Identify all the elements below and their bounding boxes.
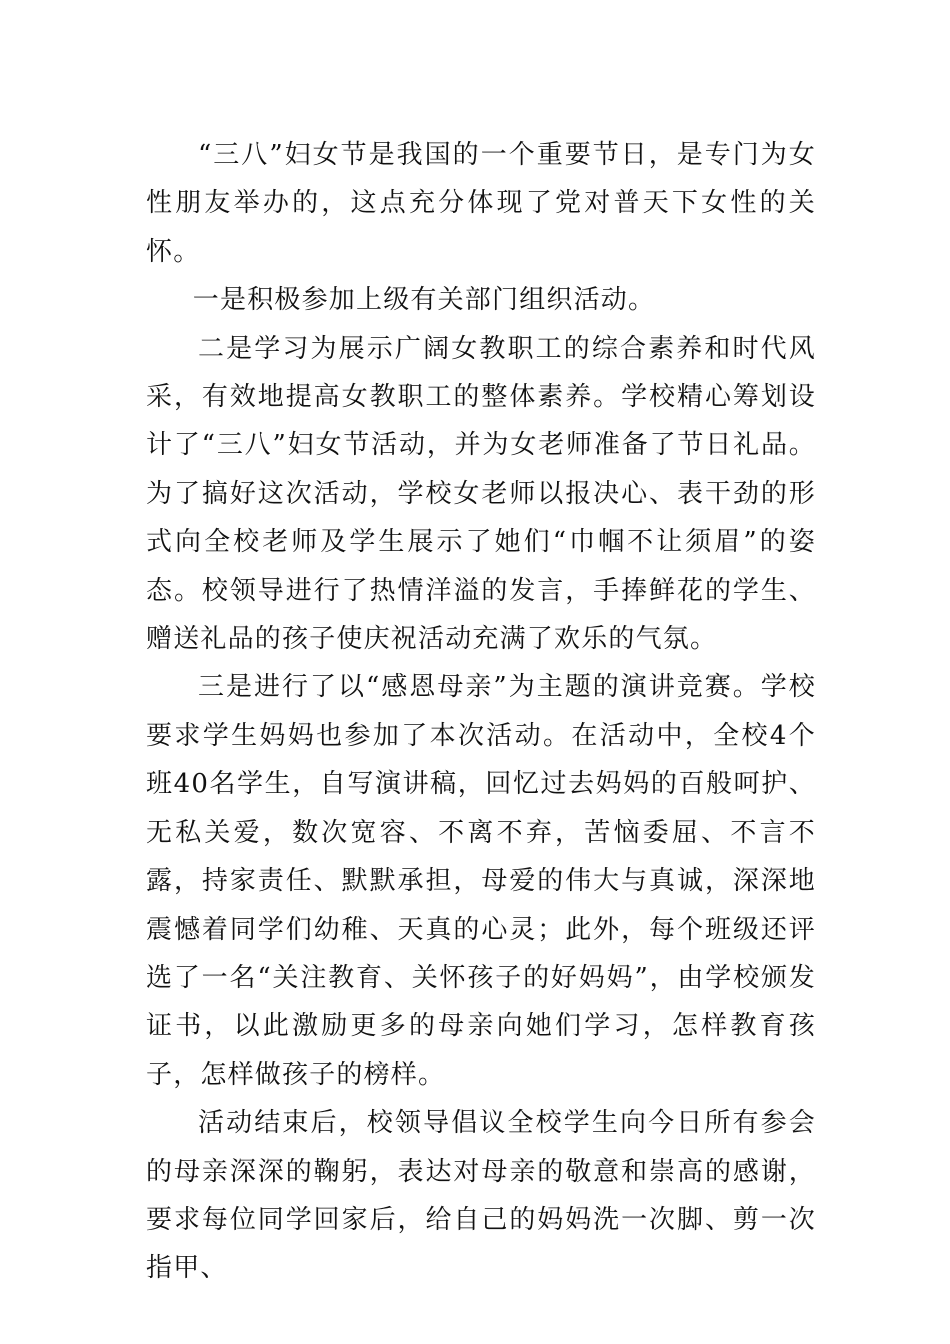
paragraph-point-one: 一是积极参加上级有关部门组织活动。 <box>192 285 656 316</box>
paragraph-point-two: 二是学习为展示广阔女教职工的综合素养和时代风采，有效地提高女教职工的整体素养。学校精心筹划设计了“三八”妇女节活动，并为女老师准备了节日礼品。为了搞好这次活动，学校女老师以报决心、表干劲的形式向全校老师及学生展示了她们“巾帼不让须眉”的姿态。校领导进行了热情洋溢的发言，手捧鲜花的学生、赠送礼品的孩子使庆祝活动充满了欢乐的气氛。 <box>146 333 816 655</box>
paragraph-point-three: 三是进行了以“感恩母亲”为主题的演讲竞赛。学校要求学生妈妈也参加了本次活动。在活动中，全校4个班40名学生，自写演讲稿，回忆过去妈妈的百般呵护、无私关爱，数次宽容、不离不弃，苦恼委屈、不言不露，持家责任、默默承担，母爱的伟大与真诚，深深地震憾着同学们幼稚、天真的心灵；此外，每个班级还评选了一名“关注教育、关怀孩子的好妈妈”，由学校颁发证书，以此激励更多的母亲向她们学习，怎样教育孩子，怎样做孩子的榜样。 <box>146 672 816 1090</box>
paragraph-closing: 活动结束后，校领导倡议全校学生向今日所有参会的母亲深深的鞠躬，表达对母亲的敬意和崇高的感谢，要求每位同学回家后，给自己的妈妈洗一次脚、剪一次指甲、 <box>146 1108 816 1284</box>
document-body <box>146 131 816 1293</box>
paragraph-intro: “三八”妇女节是我国的一个重要节日，是专门为女性朋友举办的，这点充分体现了党对普天下女性的关怀。 <box>146 140 816 267</box>
